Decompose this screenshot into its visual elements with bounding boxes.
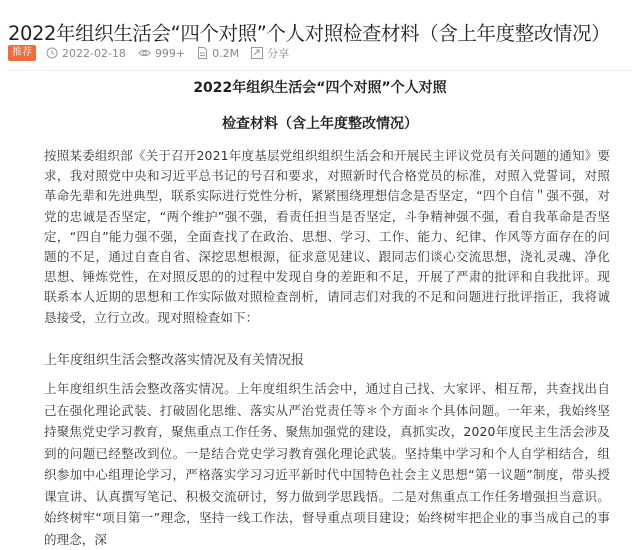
publish-date: 2022-02-18 [62, 46, 126, 60]
document-title-line2: 检查材料（含上年度整改情况） [222, 116, 418, 132]
file-icon [197, 47, 208, 59]
share-button[interactable] [251, 45, 289, 61]
paragraph-intro: 按照某委组织部《关于召开2021年度基层党组织组织生活会和开展民主评议党员有关问题的通知》要求，我对照党中央和习近平总书记的号召和要求，对照新时代合格党员的标准，对照入党誓词，对照革命先辈和先进典型，联系实际进行党性分析，紧紧围绕理想信念是否坚定，“四个自信＂强不强，对党的忠诚是否坚定，“两个维护”强不强，看责任担当是否坚定，斗争精神强不强，看自我革命是否坚定，“四自”能力强不强，全面查找了在政治、思想、学习、工作、能力、纪律、作风等方面存在的问题的不足，通过自查自省、深挖思想根源，征求意见建议、跟同志们谈心交流思想，浇礼灵魂、净化思想、锤炼党性，在对照反思的的过程中发现自身的差距和不足，开展了严肃的批评和自我批评。现联系本人近期的思想和工作实际做对照检查剖析，请同志们对我的不足和问题进行批评指正，我将诚恳接受，立行立改。现对照检查如下： [44, 148, 610, 325]
eye-icon [138, 47, 151, 59]
recommend-badge: 推荐 [8, 45, 36, 61]
article-meta [8, 44, 301, 62]
view-count: 999+ [154, 46, 186, 60]
article-title: 2022年组织生活会“四个对照”个人对照检查材料（含上年度整改情况） [8, 22, 611, 46]
document-title-line1: 2022年组织生活会“四个对照”个人对照 [193, 80, 447, 96]
date-item [46, 47, 126, 60]
divider [8, 70, 632, 71]
share-icon [251, 47, 263, 59]
share-label: 分享 [267, 47, 290, 60]
size-item [197, 47, 239, 60]
section-heading: 上年度组织生活会整改落实情况及有关情况报 [44, 353, 305, 368]
paragraph-rectification: 上年度组织生活会整改落实情况。上年度组织生活会中，通过自己找、大家评、相互帮，共查找出自己在强化理论武装、打破固化思维、落实从严治党责任等＊个方面＊个具体问题。一年来，我始终坚持聚焦党史学习教育，聚焦重点工作任务、聚焦加强党的建设，真抓实改，2020年度民主生活会涉及到的问题已经整改到位。一是结合党史学习教育强化理论武装。坚持集中学习和个人自学相结合，组织参加中心组理论学习，严格落实学习习近平新时代中国特色社会主义思想“第一议题”制度，带头授课宣讲、认真撰写笔记、积极交流研讨，努力做到学思践悟。二是对焦重点工作任务增强担当意识。始终树牢“项目第一”理念，坚持一线工作法，督导重点项目建设；始终树牢把企业的事当成自己的事的理念，深 [44, 381, 610, 547]
views-item [138, 47, 185, 60]
file-size: 0.2M [212, 46, 240, 60]
clock-icon [46, 47, 58, 59]
